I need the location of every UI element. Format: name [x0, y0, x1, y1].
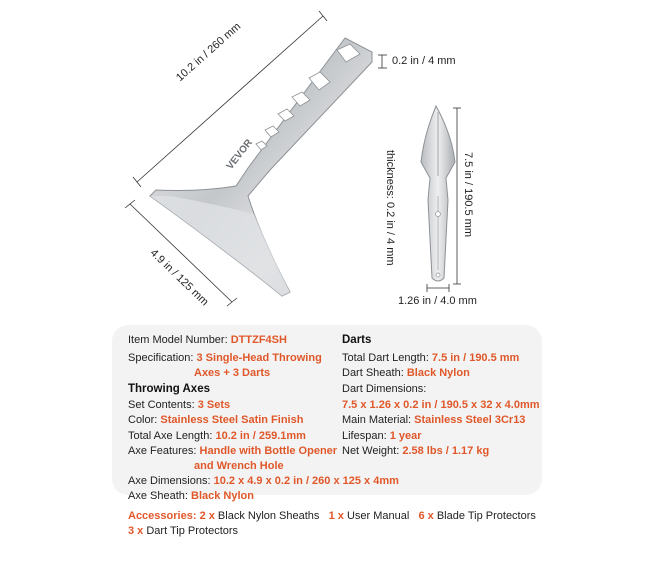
- accessory-qty: 3 x: [128, 525, 144, 537]
- spec-value: and Wrench Hole: [194, 460, 284, 472]
- spec-value: 10.2 in / 259.1mm: [215, 430, 306, 442]
- spec-key: Color:: [128, 414, 158, 426]
- spec-key: Lifespan:: [342, 430, 387, 442]
- lifespan-row: [342, 429, 422, 445]
- spec-key: Total Dart Length:: [342, 352, 429, 364]
- dart-width-label: 1.26 in / 4.0 mm: [398, 295, 477, 307]
- throwing-axes-heading: Throwing Axes: [128, 383, 210, 395]
- accessory-item: Black Nylon Sheaths: [217, 510, 320, 522]
- set-contents-row: [128, 398, 230, 414]
- accessories-label: Accessories:: [128, 510, 197, 522]
- dart-dimensions-value-row: [342, 398, 540, 414]
- axe-length-row: [128, 429, 306, 445]
- model-number-row: [128, 333, 287, 349]
- spec-key: Dart Dimensions:: [342, 383, 427, 395]
- spec-value: Handle with Bottle Opener: [199, 445, 338, 457]
- axe-thickness-label: 0.2 in / 4 mm: [392, 55, 456, 67]
- spec-value: 3 Single-Head Throwing: [196, 352, 322, 364]
- spec-value: 1 year: [389, 430, 422, 442]
- axe-length-label: 10.2 in / 260 mm: [174, 20, 244, 84]
- spec-value: 3 Sets: [197, 399, 231, 411]
- specification-row-continued: [130, 366, 270, 382]
- axe-dimensions-row: [128, 474, 399, 490]
- spec-value: 7.5 in / 190.5 mm: [431, 352, 520, 364]
- spec-value: Axes + 3 Darts: [194, 367, 271, 379]
- accessory-qty: 1 x: [328, 510, 344, 522]
- spec-key: Axe Dimensions:: [128, 475, 211, 487]
- dart-length-row: [342, 351, 519, 367]
- spec-value: 2.58 lbs / 1.17 kg: [402, 445, 490, 457]
- axe-sheath-row: [128, 489, 254, 505]
- spec-key: Net Weight:: [342, 445, 400, 457]
- spec-key: Specification:: [128, 352, 194, 364]
- color-row: [128, 413, 303, 429]
- accessory-item: Dart Tip Protectors: [146, 525, 239, 537]
- spec-value: Stainless Steel Satin Finish: [160, 414, 304, 426]
- spec-key: Set Contents:: [128, 399, 195, 411]
- accessory-item: User Manual: [346, 510, 410, 522]
- spec-value: Black Nylon: [406, 367, 470, 379]
- dart-sheath-row: [342, 366, 470, 382]
- spec-key: Main Material:: [342, 414, 412, 426]
- dart-dimensions-label-row: [342, 382, 426, 398]
- spec-key: Total Axe Length:: [128, 430, 213, 442]
- throwing-dart: [421, 106, 455, 281]
- specification-row: [128, 351, 322, 367]
- dart-thickness-label: thickness: 0.2 in / 4 mm: [384, 150, 396, 266]
- spec-value: 7.5 x 1.26 x 0.2 in / 190.5 x 32 x 4.0mm: [342, 399, 540, 411]
- spec-key: Axe Sheath:: [128, 490, 188, 502]
- spec-value: 10.2 x 4.9 x 0.2 in / 260 x 125 x 4mm: [213, 475, 399, 487]
- spec-value: DTTZF4SH: [230, 334, 287, 346]
- dart-length-label: 7.5 in / 190.5 mm: [462, 152, 474, 237]
- material-row: [342, 413, 525, 429]
- accessory-item: Blade Tip Protectors: [436, 510, 536, 522]
- brand-logo: VEVOR: [224, 137, 255, 172]
- axe-width-label: 4.9 in / 125 mm: [147, 247, 211, 309]
- accessories-line-2: [128, 524, 238, 540]
- spec-value: Black Nylon: [191, 490, 254, 502]
- axe-features-row: [128, 444, 337, 460]
- accessory-qty: 2 x: [199, 510, 215, 522]
- accessories-line-1: [128, 509, 536, 525]
- spec-key: Dart Sheath:: [342, 367, 404, 379]
- spec-key: Item Model Number:: [128, 334, 228, 346]
- darts-heading: Darts: [342, 334, 372, 346]
- accessory-qty: 6 x: [418, 510, 434, 522]
- spec-value: Stainless Steel 3Cr13: [414, 414, 526, 426]
- axe-features-row-continued: [194, 459, 284, 475]
- spec-key: Axe Features:: [128, 445, 197, 457]
- net-weight-row: [342, 444, 489, 460]
